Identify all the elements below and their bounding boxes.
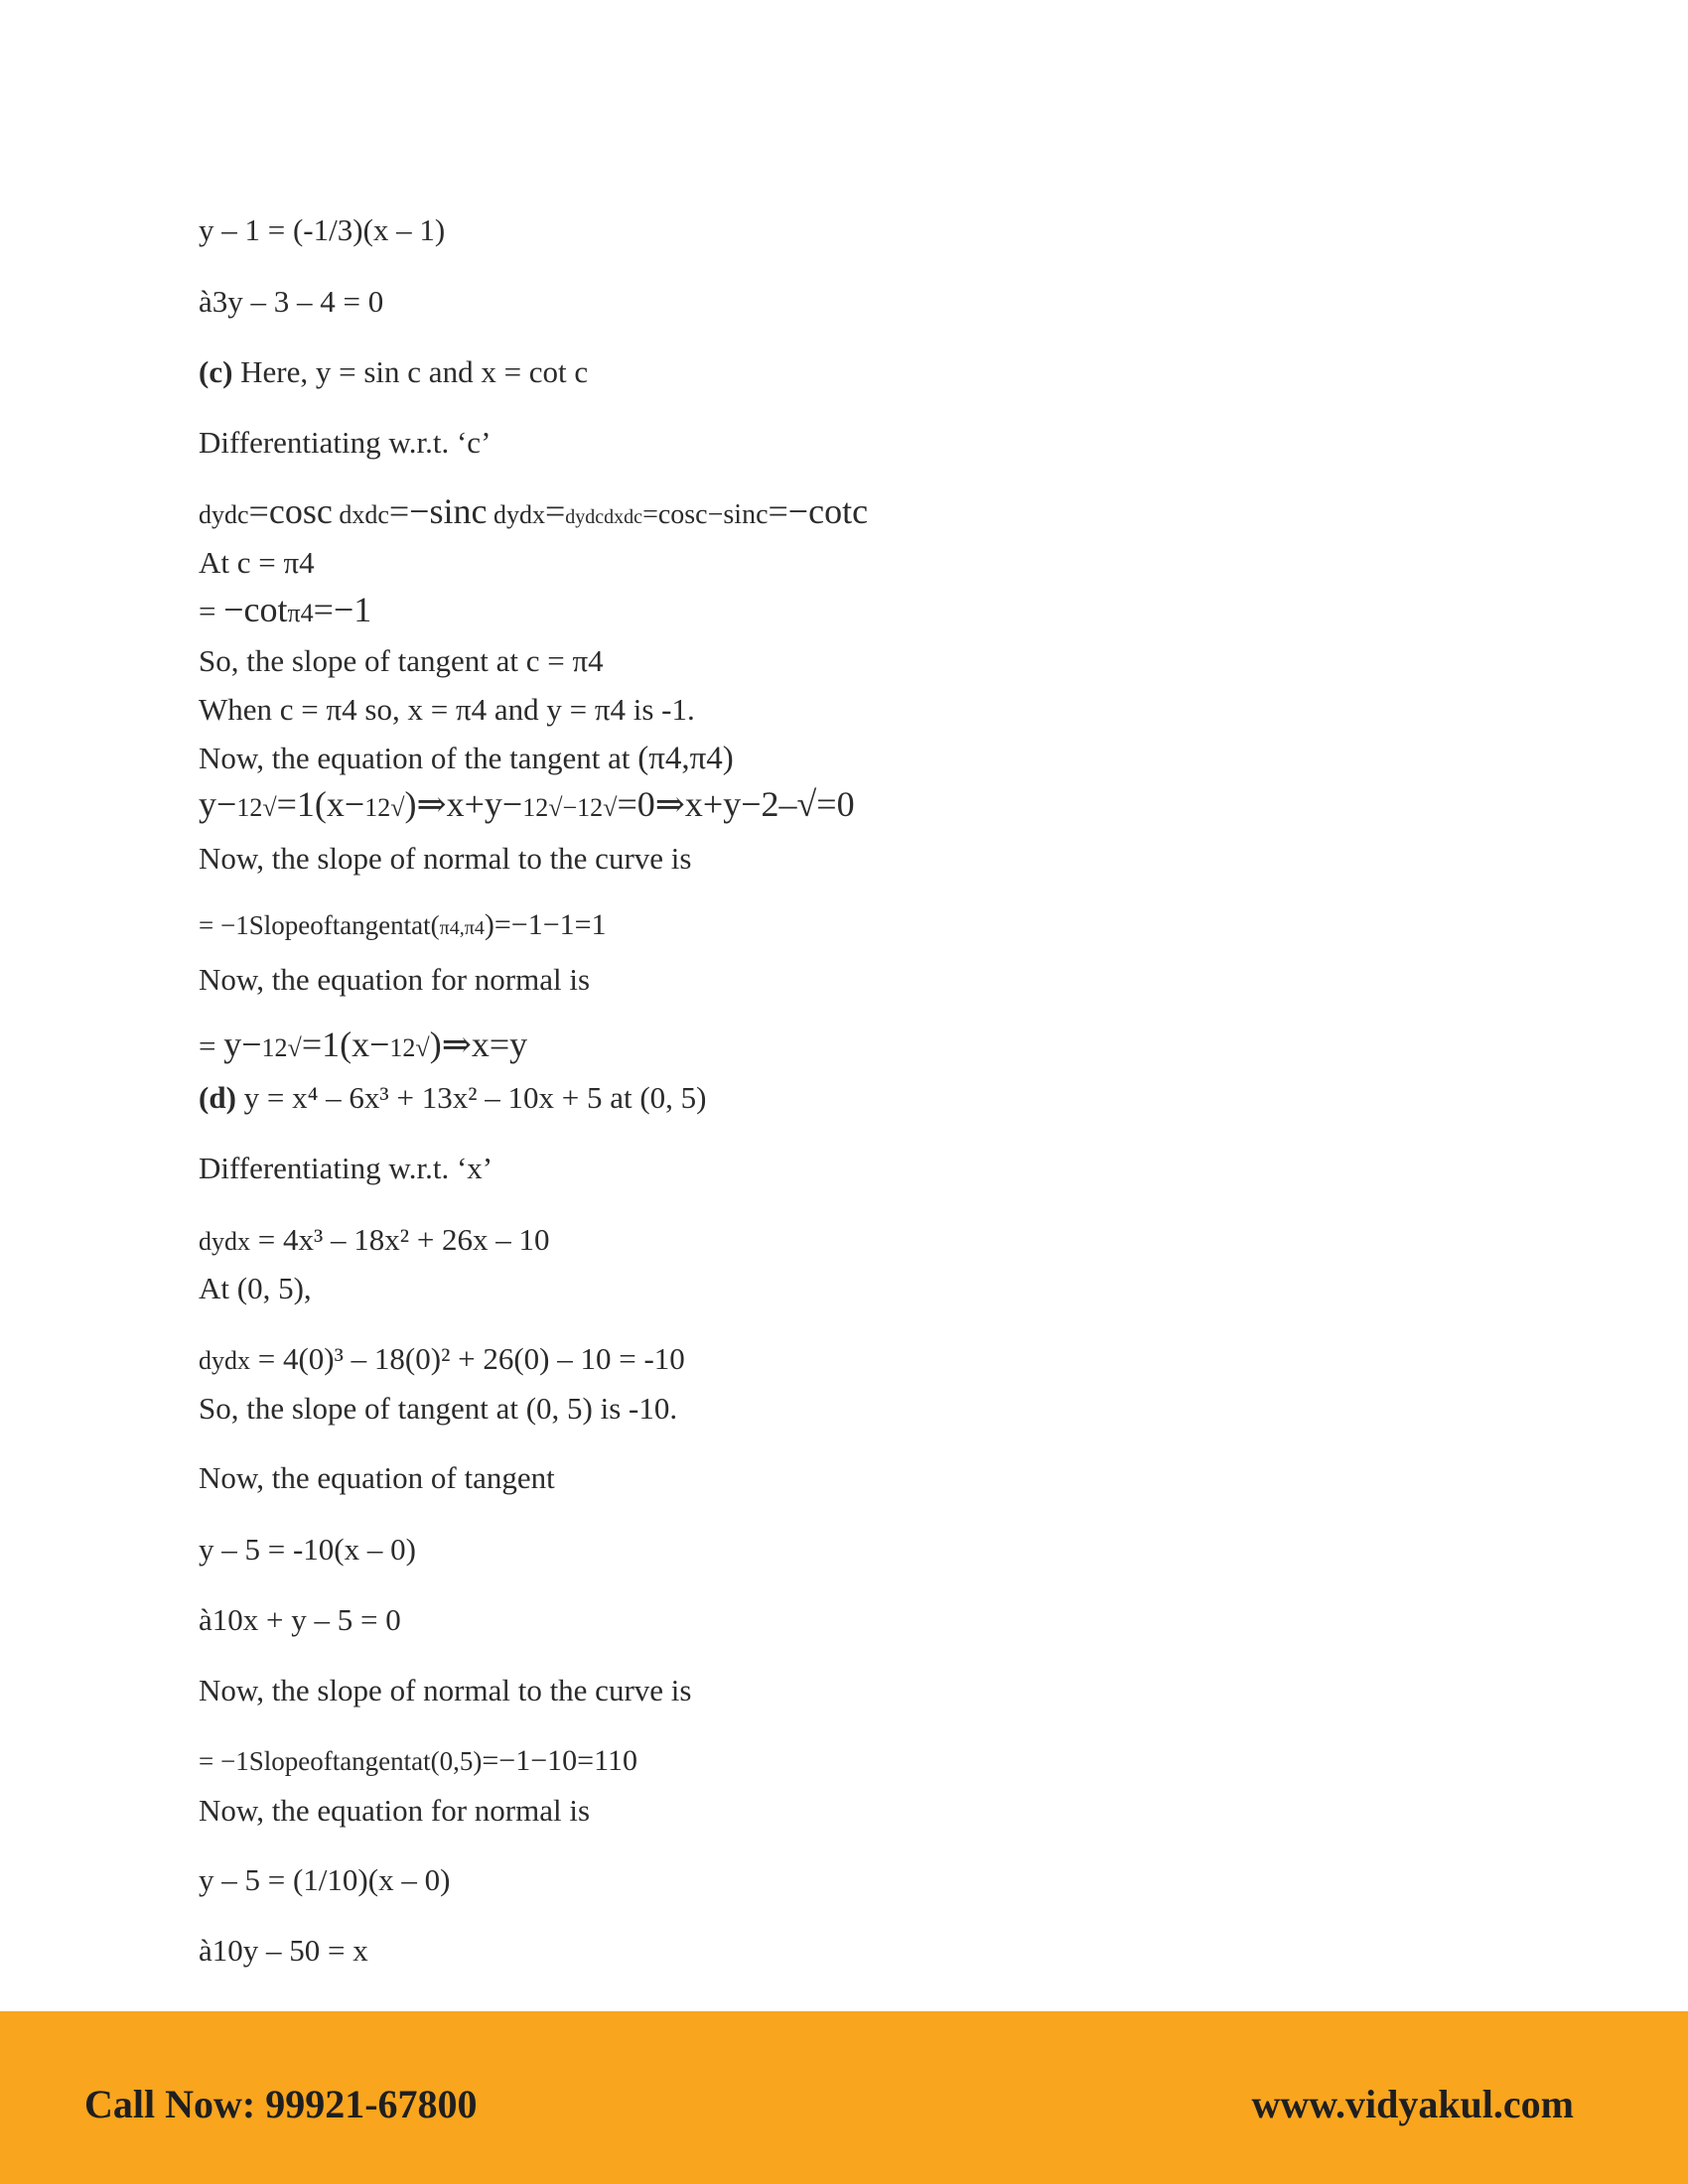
text-line: y – 5 = -10(x – 0) xyxy=(199,1532,416,1567)
website-link[interactable]: www.vidyakul.com xyxy=(1251,2082,1574,2126)
math-span: )⇒x+y− xyxy=(404,784,523,824)
math-span: 12√ xyxy=(389,1033,430,1062)
math-span: dydx xyxy=(199,1346,250,1375)
math-span: =−cotc xyxy=(768,491,869,531)
part-c-line xyxy=(199,356,588,387)
text-span: Now, the equation of the tangent at xyxy=(199,741,638,775)
math-span: = −1Slopeoftangentat( xyxy=(199,910,440,940)
math-span: = −1Slopeoftangentat(0,5) xyxy=(199,1746,483,1776)
math-line xyxy=(199,1744,637,1776)
math-span: )⇒x=y xyxy=(429,1024,528,1064)
text-line: Differentiating w.r.t. ‘x’ xyxy=(199,1151,493,1185)
text-line: à10y – 50 = x xyxy=(199,1933,368,1968)
text-line: y – 5 = (1/10)(x – 0) xyxy=(199,1862,451,1897)
math-span: (π4,π4) xyxy=(637,741,734,776)
call-now-text[interactable]: Call Now: 99921-67800 xyxy=(84,2082,478,2126)
math-span: =−1−10=110 xyxy=(482,1744,637,1777)
math-span: −cot xyxy=(223,590,288,629)
math-span: dydx xyxy=(487,500,545,529)
math-span: = 4(0)³ – 18(0)² + 26(0) – 10 = -10 xyxy=(250,1341,685,1376)
math-line xyxy=(199,1343,685,1374)
text-line: Now, the equation of tangent xyxy=(199,1460,555,1495)
math-line xyxy=(199,1026,527,1062)
text-line: So, the slope of tangent at c = π4 xyxy=(199,643,604,678)
math-span: =1(x− xyxy=(301,1024,390,1064)
math-span: y− xyxy=(223,1024,262,1064)
math-span: 12√ xyxy=(236,793,277,822)
text-line: Now, the slope of normal to the curve is xyxy=(199,1673,692,1707)
text-line: So, the slope of tangent at (0, 5) is -10. xyxy=(199,1391,678,1426)
math-span: 12√−12√ xyxy=(522,793,618,822)
math-span: =cosc−sinc xyxy=(642,499,769,530)
math-span: π4 xyxy=(287,599,314,627)
math-line xyxy=(199,908,607,940)
math-span: =cosc xyxy=(248,491,333,531)
text-span: Here, y = sin c and x = cot c xyxy=(240,354,589,389)
text-line: At c = π4 xyxy=(199,545,315,580)
math-span: dxdc xyxy=(332,500,389,529)
text-line: y – 1 = (-1/3)(x – 1) xyxy=(199,212,446,247)
math-span: = xyxy=(199,1028,224,1063)
math-line xyxy=(199,592,371,627)
part-label: (c) xyxy=(199,354,233,389)
text-line: Now, the slope of normal to the curve is xyxy=(199,841,692,876)
math-span: =1(x− xyxy=(276,784,365,824)
math-span: π4,π4 xyxy=(439,917,485,939)
part-d-line xyxy=(199,1082,707,1113)
math-span: = xyxy=(199,594,224,628)
text-line: à3y – 3 – 4 = 0 xyxy=(199,284,384,319)
math-span: =−1 xyxy=(313,590,372,629)
math-span: =0⇒x+y−2–√=0 xyxy=(617,784,855,824)
text-span: y = x⁴ – 6x³ + 13x² – 10x + 5 at (0, 5) xyxy=(243,1080,707,1115)
math-span: = xyxy=(544,491,566,531)
text-line: Differentiating w.r.t. ‘c’ xyxy=(199,425,492,460)
text-line: Now, the equation for normal is xyxy=(199,962,591,997)
math-span: 12√ xyxy=(364,793,405,822)
math-span: = 4x³ – 18x² + 26x – 10 xyxy=(250,1222,550,1257)
math-line xyxy=(199,786,855,822)
part-label: (d) xyxy=(199,1080,236,1115)
math-span: )=−1−1=1 xyxy=(484,908,607,941)
text-line: Now, the equation for normal is xyxy=(199,1793,591,1828)
math-line xyxy=(199,1224,550,1255)
text-line: At (0, 5), xyxy=(199,1271,312,1305)
text-line: à10x + y – 5 = 0 xyxy=(199,1602,401,1637)
math-line xyxy=(199,493,868,529)
math-span: dydcdxdc xyxy=(565,506,643,528)
math-span: dydc xyxy=(199,500,249,529)
math-span: =−sinc xyxy=(388,491,488,531)
footer-bar xyxy=(0,2011,1688,2184)
math-line xyxy=(199,743,734,775)
math-span: 12√ xyxy=(261,1033,302,1062)
math-span: y− xyxy=(199,784,237,824)
math-span: dydx xyxy=(199,1227,250,1256)
text-line: When c = π4 so, x = π4 and y = π4 is -1. xyxy=(199,692,695,727)
